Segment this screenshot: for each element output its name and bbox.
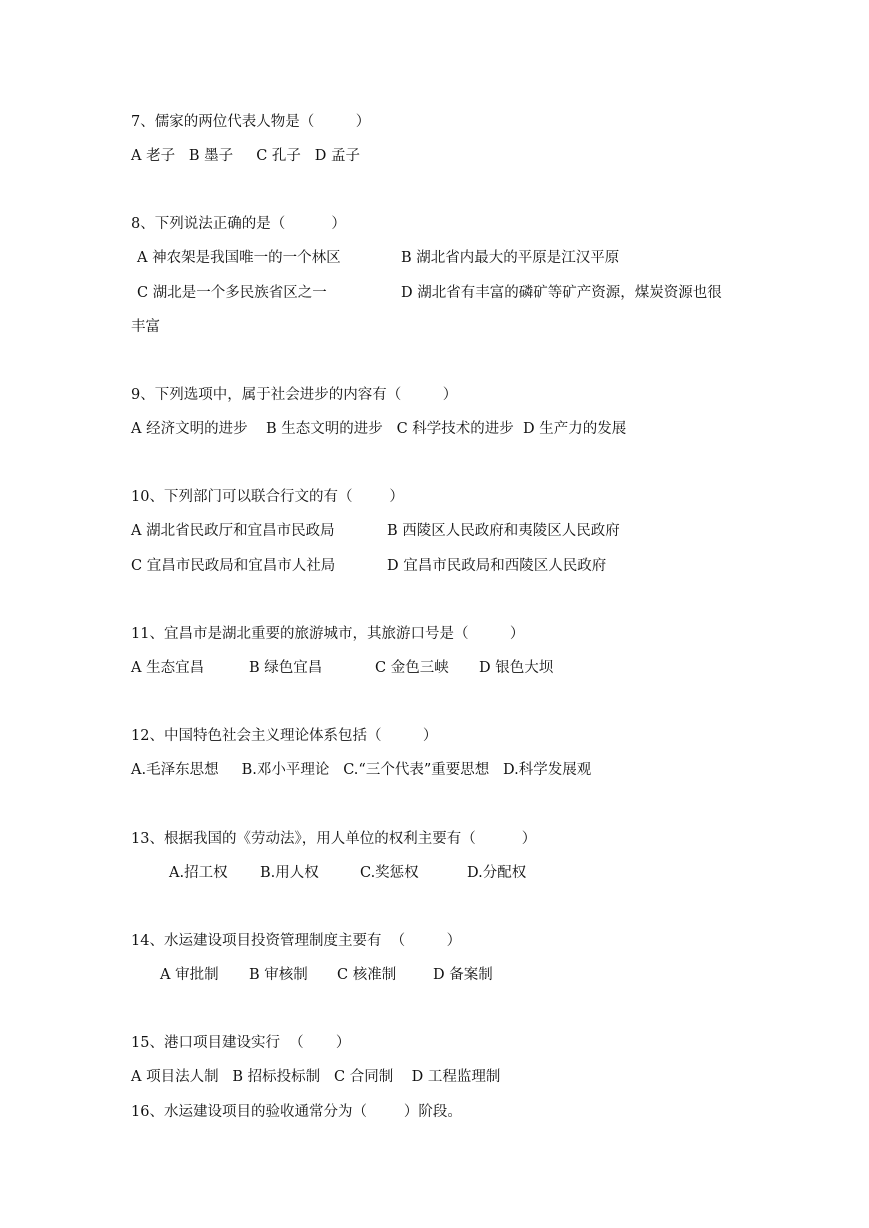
question-13-option-a: A.招工权 xyxy=(169,865,228,881)
question-10-option-d: D 宜昌市民政局和西陵区人民政府 xyxy=(387,558,607,574)
question-9-options: A 经济文明的进步 B 生态文明的进步 C 科学技术的进步 D 生产力的发展 xyxy=(131,421,627,437)
question-12: 12、中国特色社会主义理论体系包括（ ） xyxy=(131,728,438,744)
question-11-option-d: D 银色大坝 xyxy=(479,660,554,676)
question-10: 10、下列部门可以联合行文的有（ ） xyxy=(131,489,404,505)
question-7: 7、儒家的两位代表人物是（ ） xyxy=(131,114,371,130)
question-14-option-b: B 审核制 xyxy=(249,967,308,983)
question-8-option-a: A 神农架是我国唯一的一个林区 xyxy=(137,250,341,266)
question-14-option-d: D 备案制 xyxy=(433,967,493,983)
question-11-option-b: B 绿色宜昌 xyxy=(249,660,323,676)
question-13-option-c: C.奖惩权 xyxy=(360,865,419,881)
question-14: 14、水运建设项目投资管理制度主要有 （ ） xyxy=(131,933,462,949)
question-13: 13、根据我国的《劳动法》，用人单位的权利主要有（ ） xyxy=(131,831,537,847)
question-9: 9、下列选项中，属于社会进步的内容有（ ） xyxy=(131,387,458,403)
question-8-option-d-continued: 丰富 xyxy=(131,319,160,335)
question-11-option-c: C 金色三峡 xyxy=(375,660,449,676)
question-8-option-c: C 湖北是一个多民族省区之一 xyxy=(137,285,327,301)
question-15-options: A 项目法人制 B 招标投标制 C 合同制 D 工程监理制 xyxy=(131,1069,501,1085)
question-10-option-b: B 西陵区人民政府和夷陵区人民政府 xyxy=(387,523,620,539)
question-8-option-d: D 湖北省有丰富的磷矿等矿产资源，煤炭资源也很 xyxy=(401,285,722,301)
question-13-option-b: B.用人权 xyxy=(260,865,319,881)
question-7-options: A 老子 B 墨子 C 孔子 D 孟子 xyxy=(131,148,360,164)
question-11-option-a: A 生态宜昌 xyxy=(131,660,205,676)
question-16: 16、水运建设项目的验收通常分为（ ）阶段。 xyxy=(131,1104,462,1120)
question-14-option-a: A 审批制 xyxy=(160,967,219,983)
question-8-option-b: B 湖北省内最大的平原是江汉平原 xyxy=(401,250,620,266)
question-12-options: A.毛泽东思想 B.邓小平理论 C.“三个代表”重要思想 D.科学发展观 xyxy=(131,762,592,778)
question-15: 15、港口项目建设实行 （ ） xyxy=(131,1035,351,1051)
question-13-option-d: D.分配权 xyxy=(467,865,527,881)
question-10-option-a: A 湖北省民政厅和宜昌市民政局 xyxy=(131,523,335,539)
question-11: 11、宜昌市是湖北重要的旅游城市，其旅游口号是（ ） xyxy=(131,626,525,642)
question-14-option-c: C 核准制 xyxy=(337,967,397,983)
question-10-option-c: C 宜昌市民政局和宜昌市人社局 xyxy=(131,558,336,574)
question-8: 8、下列说法正确的是（ ） xyxy=(131,216,346,232)
